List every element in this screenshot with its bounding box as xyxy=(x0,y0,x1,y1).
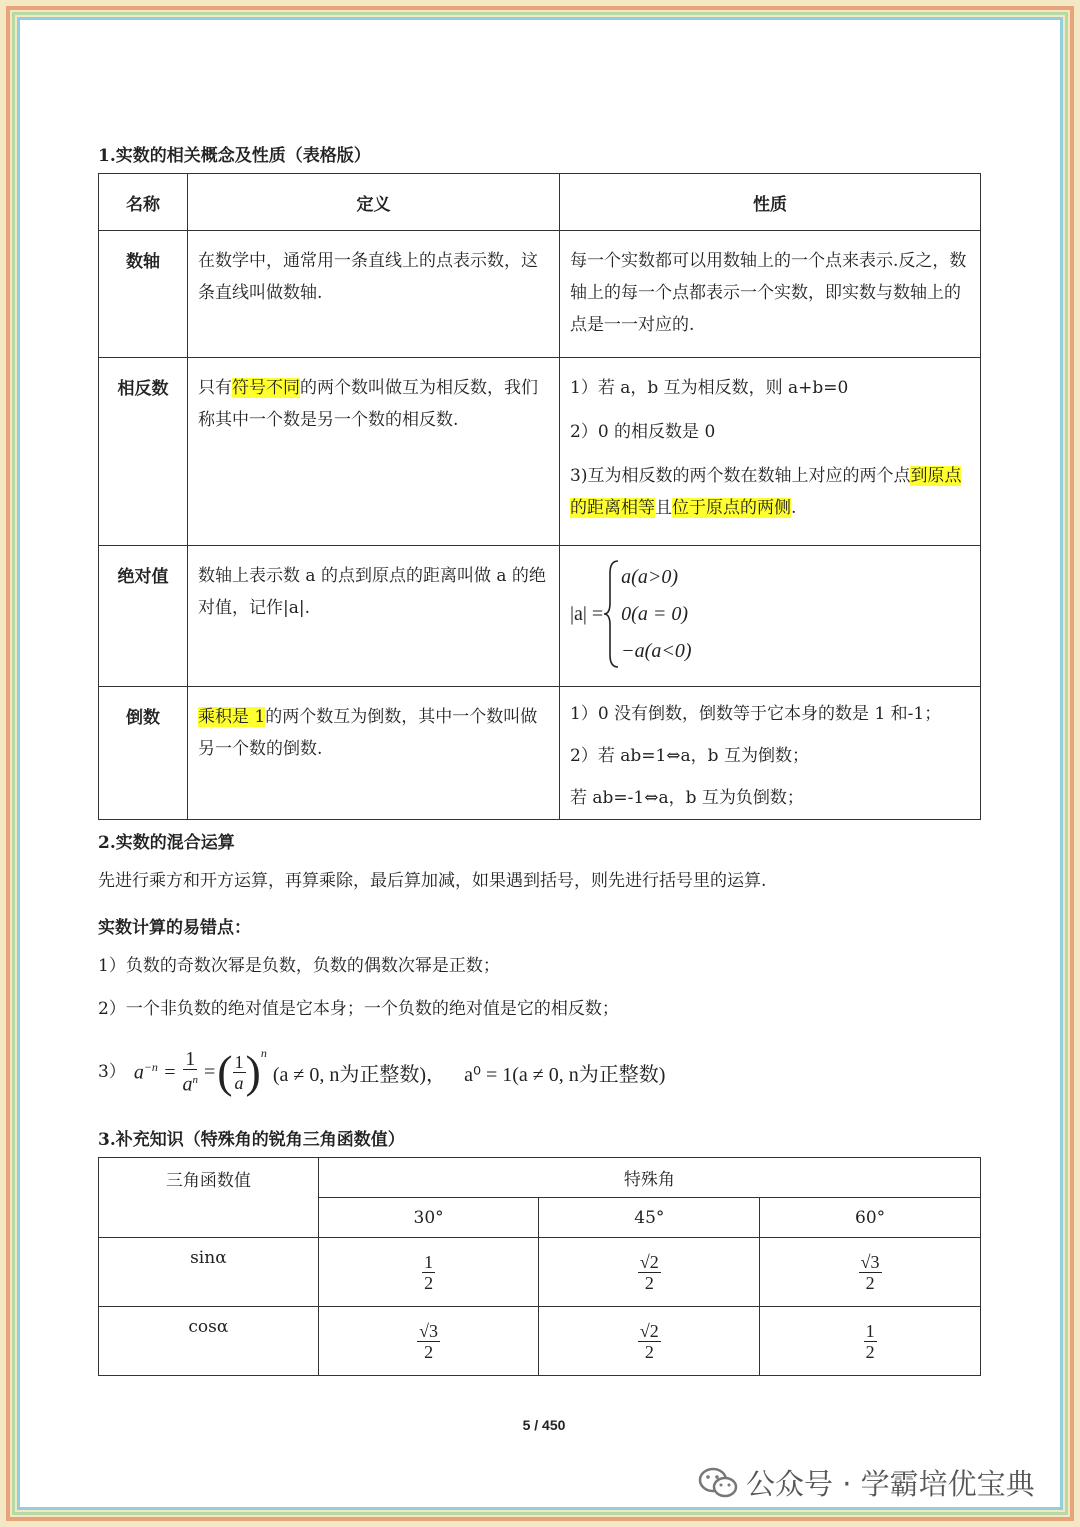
row-definition: 数轴上表示数 a 的点到原点的距离叫做 a 的绝对值，记作|a|. xyxy=(188,546,560,687)
row-name: 倒数 xyxy=(99,687,188,820)
cos30-num: √3 xyxy=(419,1320,439,1341)
angle-45: 45° xyxy=(539,1198,760,1238)
zero-power-formula: a⁰ = 1(a ≠ 0, n为正整数) xyxy=(464,1063,666,1086)
cos45-den: 2 xyxy=(644,1341,654,1362)
sin30-num: 1 xyxy=(424,1251,434,1272)
absolute-value-formula: |a| = a(a>0) 0(a = 0) −a(a<0) xyxy=(560,546,981,687)
highlight: 位于原点的两侧 xyxy=(672,498,791,518)
cos60-num: 1 xyxy=(865,1320,875,1341)
table-row xyxy=(99,546,981,687)
cos60-den: 2 xyxy=(865,1341,875,1362)
wechat-icon xyxy=(698,1466,738,1500)
row-name: 相反数 xyxy=(99,358,188,546)
table-row xyxy=(99,231,981,358)
row-property: 1）0 没有倒数，倒数等于它本身的数是 1 和-1； 2）若 ab=1⇔a，b 互为倒数； 若 ab=-1⇔a，b 互为负倒数； xyxy=(560,687,981,820)
row-name: 绝对值 xyxy=(99,546,188,687)
section2-text: 先进行乘方和开方运算，再算乘除，最后算加减，如果遇到括号，则先进行括号里的运算. xyxy=(98,871,767,891)
section1-title: 1.实数的相关概念及性质（表格版） xyxy=(98,146,371,166)
table-row xyxy=(99,687,981,820)
header-property: 性质 xyxy=(560,174,981,231)
row-definition: 只有符号不同的两个数叫做互为相反数，我们称其中一个数是另一个数的相反数. xyxy=(188,358,560,546)
pitfall-item-3: 3） $a^{-n}$ = $\frac{1}{a^n}$ = ( $\frac{1}{a}$ ) $^n$ (a ≠ 0, n为正整数)， a⁰ = 1(a ≠ 0, n为正整数) xyxy=(98,1046,666,1097)
pitfall-item-2: 2）一个非负数的绝对值是它本身；一个负数的绝对值是它的相反数； xyxy=(98,999,619,1019)
fn-sin: sinα xyxy=(99,1238,319,1307)
special-angle-header: 特殊角 xyxy=(318,1158,980,1198)
sin45-num: √2 xyxy=(639,1251,659,1272)
row-definition: 乘积是 1的两个数互为倒数，其中一个数叫做另一个数的倒数. xyxy=(188,687,560,820)
sin45-den: 2 xyxy=(644,1272,654,1293)
table-row xyxy=(99,1238,981,1307)
highlight: 乘积是 1 xyxy=(198,707,266,727)
sin60-num: √3 xyxy=(860,1251,880,1272)
trig-table xyxy=(98,1157,981,1376)
pitfall-item-1: 1）负数的奇数次幂是负数，负数的偶数次幂是正数； xyxy=(98,956,500,976)
cos30-den: 2 xyxy=(424,1341,434,1362)
header-name: 名称 xyxy=(99,174,188,231)
row-definition: 在数学中，通常用一条直线上的点表示数，这条直线叫做数轴. xyxy=(188,231,560,358)
table-row xyxy=(99,358,981,546)
brace-icon xyxy=(603,559,621,669)
page-number: 5 / 450 xyxy=(522,1417,566,1433)
header-definition: 定义 xyxy=(188,174,560,231)
power-formula: $a^{-n}$ = xyxy=(133,1059,177,1084)
section3-title: 3.补充知识（特殊角的锐角三角函数值） xyxy=(98,1130,405,1150)
trig-corner: 三角函数值 xyxy=(99,1158,319,1238)
row-property: 1）若 a，b 互为相反数，则 a+b=0 2）0 的相反数是 0 3)互为相反数的两个数在数轴上对应的两个点到原点的距离相等且位于原点的两侧. xyxy=(560,358,981,546)
row-property: 每一个实数都可以用数轴上的一个点来表示.反之，数轴上的每一个点都表示一个实数，即实数与数轴上的点是一一对应的. xyxy=(560,231,981,358)
fn-cos: cosα xyxy=(99,1307,319,1376)
section2-subtitle: 实数计算的易错点： xyxy=(98,918,251,938)
sin30-den: 2 xyxy=(424,1272,434,1293)
sin60-den: 2 xyxy=(865,1272,875,1293)
angle-60: 60° xyxy=(760,1198,981,1238)
cos45-num: √2 xyxy=(639,1320,659,1341)
concepts-table xyxy=(98,173,981,820)
table-row xyxy=(99,1307,981,1376)
section2-title: 2.实数的混合运算 xyxy=(98,833,235,853)
watermark: 公众号 · 学霸培优宝典 xyxy=(698,1462,1035,1503)
angle-30: 30° xyxy=(318,1198,539,1238)
table-header-row xyxy=(99,174,981,231)
highlight: 符号不同 xyxy=(232,378,300,398)
highlight: 到原点的距离相等 xyxy=(570,466,962,518)
row-name: 数轴 xyxy=(99,231,188,358)
